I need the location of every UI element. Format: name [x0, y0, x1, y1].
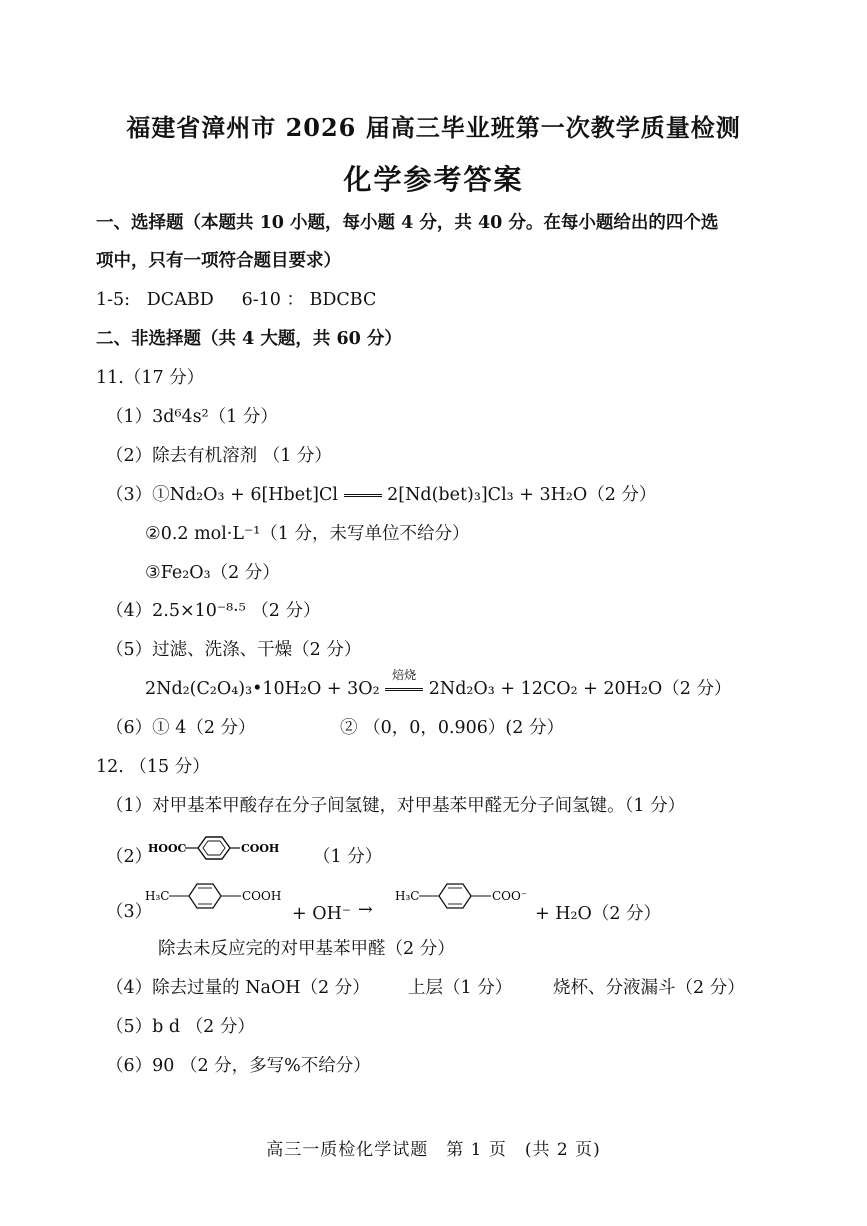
q11-part3-eq-rhs: 2[Nd(bet)₃]Cl₃ + 3H₂O（2 分）	[387, 485, 657, 505]
q11-part3-sub3: ③Fe₂O₃（2 分）	[145, 563, 280, 583]
q11-header: 11.（17 分）	[96, 368, 205, 388]
section2-heading: 二、非选择题（共 4 大题，共 60 分）	[96, 329, 402, 349]
q12-part5	[106, 1015, 255, 1039]
q11-part6-answer-b: ② （0，0，0.906）(2 分）	[340, 718, 564, 738]
product-left-group: H₃C	[395, 889, 420, 903]
q12-part2-label: （2）	[106, 847, 153, 867]
reaction-condition	[385, 668, 423, 701]
q12-part5-answer: b d （2 分）	[152, 1017, 255, 1037]
q11-part5-label: （5）	[106, 640, 153, 660]
q12-part4-answer-a: 除去过量的 NaOH（2 分）	[152, 978, 370, 998]
benzene-ring-icon	[148, 834, 298, 868]
q12-part1	[106, 794, 685, 818]
mc-answers	[96, 288, 376, 312]
reactant-right-group: COOH	[242, 889, 282, 903]
q11-part5-eq-lhs: 2Nd₂(C₂O₄)₃•10H₂O + 3O₂	[145, 679, 380, 699]
q12-part5-label: （5）	[106, 1017, 153, 1037]
q11-part2	[106, 444, 332, 468]
mc-answers-6-10: BDCBC	[309, 290, 377, 310]
q11-part4-answer: 2.5×10⁻⁸·⁵ （2 分）	[152, 601, 321, 621]
q11-part5-answer: 过滤、洗涤、干燥（2 分）	[152, 640, 362, 660]
q11-part3-label: （3）	[106, 485, 153, 505]
q11-part1-answer: 3d⁶4s²（1 分）	[152, 407, 278, 427]
mc-range-6-10: 6-10 ：	[241, 290, 304, 310]
q11-part6-label: （6）	[106, 718, 153, 738]
q12-part2-score: （1 分）	[313, 847, 383, 867]
reaction-arrow: →	[358, 900, 373, 920]
document-title: 福建省漳州市 2026 届高三毕业班第一次教学质量检测	[126, 113, 741, 142]
q12-part2	[106, 845, 152, 869]
q12-part1-answer: 对甲基苯甲酸存在分子间氢键，对甲基苯甲醛无分子间氢键。（1 分）	[152, 796, 686, 816]
q12-part3-label: （3）	[106, 902, 153, 922]
q12-part6-answer: 90 （2 分，多写%不给分）	[152, 1056, 371, 1076]
equals-sign	[344, 483, 382, 507]
q11-part6	[106, 716, 256, 740]
toluate-ion-structure	[395, 878, 535, 918]
q11-part6-answer-a: ① 4（2 分）	[152, 718, 256, 738]
q11-part4-label: （4）	[106, 601, 153, 621]
q11-part3-eq-lhs: ①Nd₂O₃ + 6[Hbet]Cl	[152, 485, 338, 505]
q11-part4	[106, 599, 321, 623]
q11-part1-label: （1）	[106, 407, 153, 427]
q11-part3-sub2: ②0.2 mol·L⁻¹（1 分，未写单位不给分）	[145, 524, 470, 544]
struct-right-group: COOH	[241, 842, 280, 855]
mc-answers-1-5: DCABD	[146, 290, 214, 310]
q12-header: 12. （15 分）	[96, 757, 210, 777]
mc-range-1-5: 1-5:	[96, 290, 131, 310]
section1-heading-line1: 一、选择题（本题共 10 小题，每小题 4 分，共 40 分。在每小题给出的四个选	[96, 213, 719, 233]
q11-part5	[106, 638, 361, 662]
q11-part2-label: （2）	[106, 446, 153, 466]
p-toluic-acid-structure	[145, 878, 295, 918]
q12-part1-label: （1）	[106, 796, 153, 816]
q12-part6	[106, 1054, 371, 1078]
reactant-left-group: H₃C	[145, 889, 170, 903]
q11-part5-eq-rhs: 2Nd₂O₃ + 12CO₂ + 20H₂O（2 分）	[428, 679, 732, 699]
reactant-hydroxide: + OH⁻	[292, 904, 352, 924]
document-subtitle: 化学参考答案	[343, 163, 524, 196]
q12-part4	[106, 976, 370, 1000]
q12-part3-note: 除去未反应完的对甲基苯甲醛（2 分）	[158, 939, 455, 959]
product-right-group: COO⁻	[492, 889, 528, 903]
q11-part1	[106, 405, 278, 429]
q11-part3	[106, 483, 656, 507]
terephthalic-acid-structure	[148, 834, 298, 868]
q12-part3-tail: + H₂O（2 分）	[535, 904, 662, 924]
q12-part4-label: （4）	[106, 978, 153, 998]
q12-part4-answer-c: 烧杯、分液漏斗（2 分）	[553, 978, 745, 998]
q12-part4-answer-b: 上层（1 分）	[408, 978, 513, 998]
section1-heading-line2: 项中，只有一项符合题目要求）	[96, 251, 341, 271]
page-footer: 高三一质检化学试题 第 1 页 (共 2 页)	[266, 1140, 601, 1160]
q12-part6-label: （6）	[106, 1056, 153, 1076]
struct-left-group: HOOC	[148, 842, 187, 855]
condition-label: 焙烧	[392, 668, 417, 682]
q11-part2-answer: 除去有机溶剂 （1 分）	[152, 446, 332, 466]
q11-part5-equation	[145, 668, 732, 701]
